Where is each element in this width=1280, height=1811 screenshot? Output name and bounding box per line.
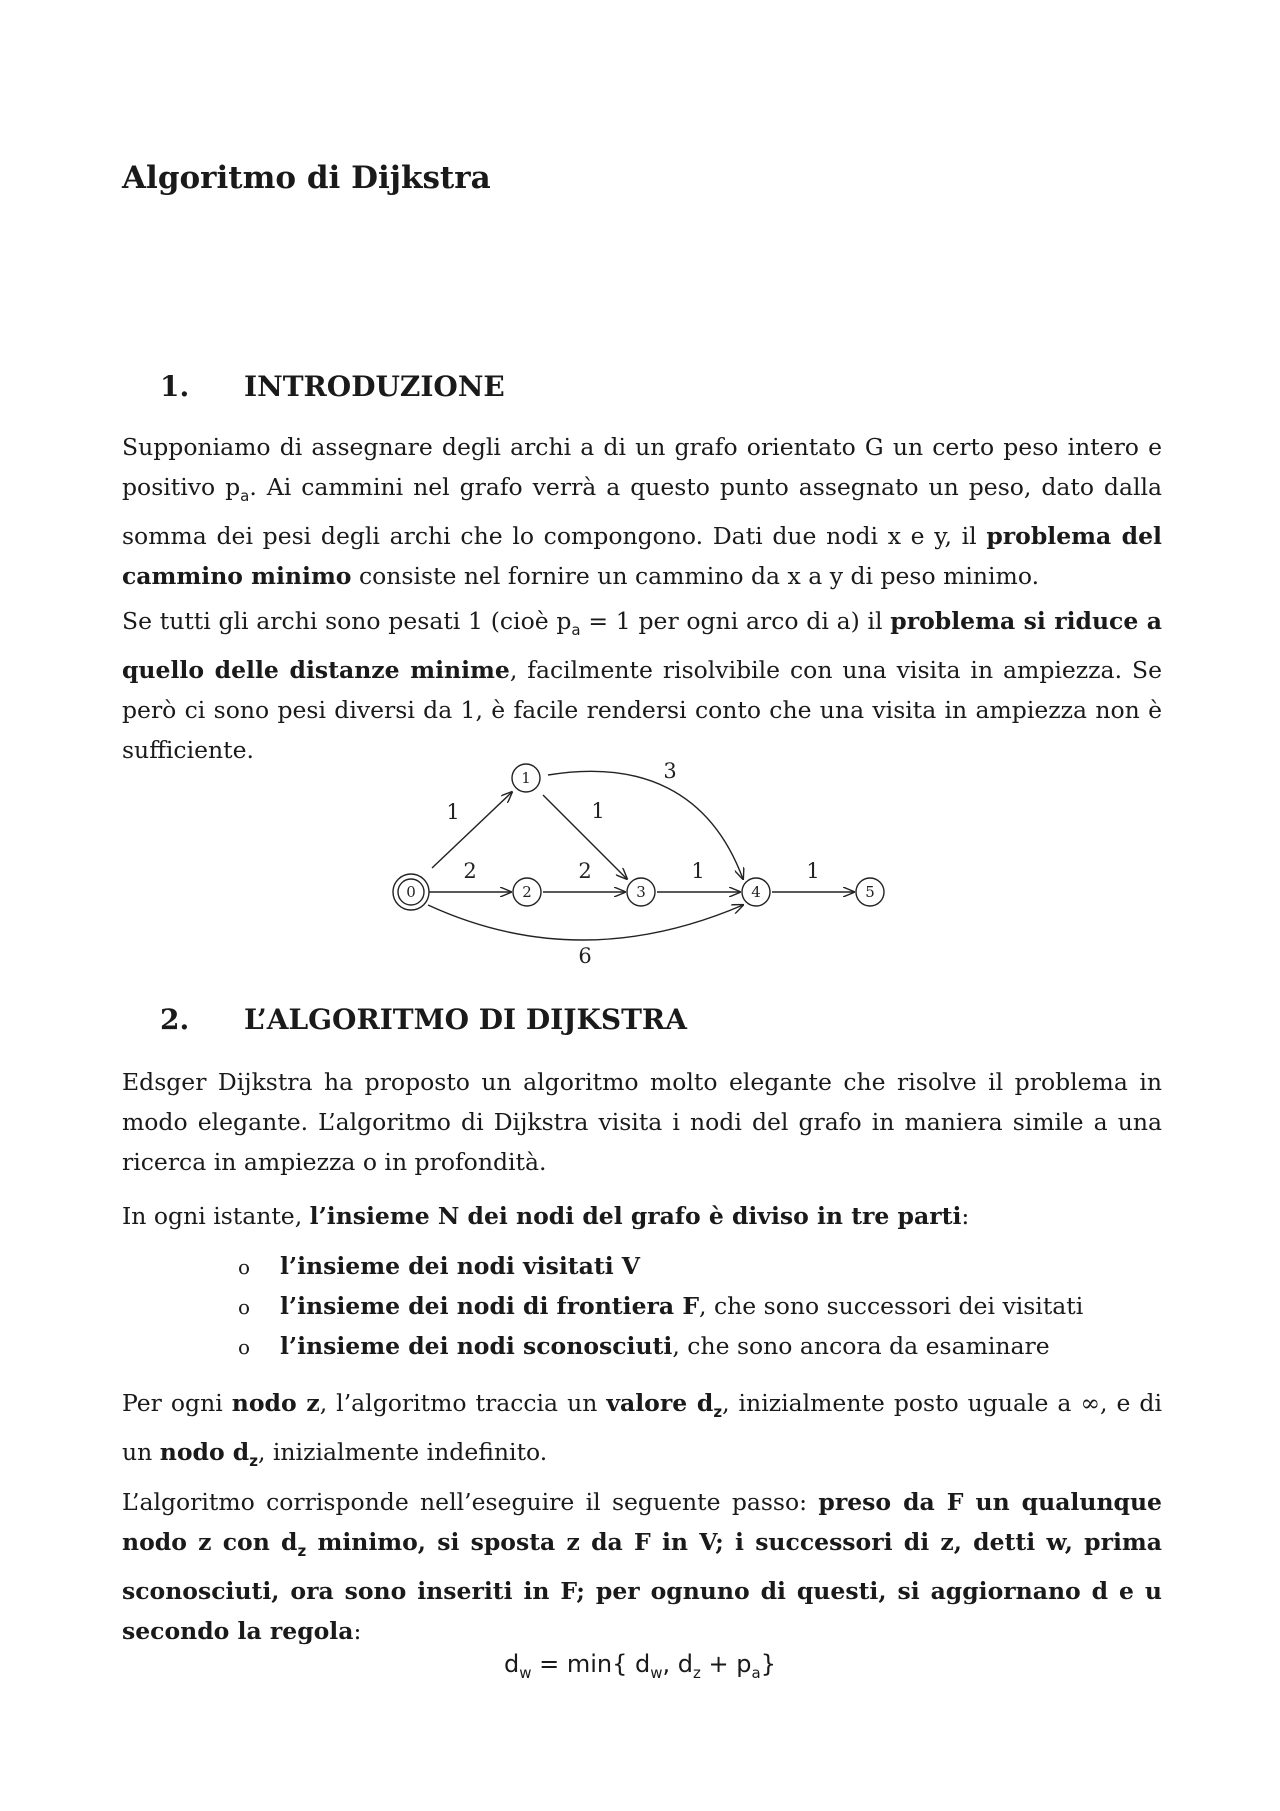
section-1-heading — [160, 370, 505, 403]
intro-paragraph-1 — [122, 427, 1162, 596]
edge-label-0-2: 2 — [463, 859, 477, 883]
edge-label-3-4: 1 — [691, 859, 705, 883]
intro-paragraph-2 — [122, 601, 1162, 770]
document-title: Algoritmo di Dijkstra — [122, 160, 491, 196]
algorithm-paragraph-4 — [122, 1482, 1162, 1651]
subscript: z — [713, 1403, 723, 1421]
node-sets-list — [238, 1246, 1083, 1366]
bold-term: problema del cammino minimo — [122, 522, 1162, 590]
graph-node-label-1: 1 — [521, 769, 531, 787]
subscript: z — [693, 1664, 701, 1682]
bold-term: l’insieme dei nodi visitati V — [280, 1252, 641, 1280]
bold-term: nodo z — [231, 1389, 320, 1417]
list-item — [238, 1326, 1083, 1366]
section-1-number: 1. — [160, 370, 190, 403]
graph-node-label-2: 2 — [522, 883, 532, 901]
bold-term: preso da F un qualunque nodo z con d — [122, 1488, 1162, 1556]
list-item — [238, 1246, 1083, 1286]
formula-part: } — [760, 1650, 777, 1678]
graph-node-label-5: 5 — [865, 883, 875, 901]
bold-term: minimo, si sposta z da F in V; i successori di z, detti w, prima sconosciuti, ora sono inseriti in F; per ognuno di questi, si aggiornano d e u secondo la regola — [122, 1528, 1162, 1645]
weighted-graph-figure — [380, 750, 900, 980]
text: . Ai cammini nel grafo verrà a questo punto assegnato un peso, dato dalla somma dei pesi degli archi che lo compongono. Dati due nodi x e y, il — [122, 473, 1163, 550]
bold-term: valore d — [606, 1389, 714, 1417]
formula-part: d — [503, 1650, 520, 1678]
subscript: a — [751, 1664, 761, 1682]
subscript: w — [519, 1664, 532, 1682]
edge-label-1-4: 3 — [663, 759, 677, 783]
text: L’algoritmo corrisponde nell’eseguire il seguente passo: — [122, 1488, 819, 1516]
edge-label-1-3: 1 — [591, 799, 605, 823]
formula-part: = min{ d — [531, 1650, 651, 1678]
graph-node-label-3: 3 — [636, 883, 646, 901]
update-formula — [0, 1650, 1280, 1682]
text: = 1 per ogni arco di a) il — [580, 607, 891, 635]
edge-0-1 — [432, 792, 512, 868]
subscript: z — [297, 1542, 307, 1560]
text: , che sono ancora da esaminare — [672, 1332, 1050, 1360]
text: Per ogni — [122, 1389, 232, 1417]
bullet-circle-icon: o — [238, 1335, 251, 1359]
section-2-number: 2. — [160, 1003, 190, 1036]
section-2-title: L’ALGORITMO DI DIJKSTRA — [244, 1003, 687, 1036]
text: Supponiamo di assegnare degli archi a di un grafo orientato G un certo peso intero e positivo p — [122, 433, 1162, 501]
bold-term: problema si riduce a quello delle distanze minime — [122, 607, 1162, 684]
text: , inizialmente posto uguale a ∞, e di un — [122, 1389, 1162, 1466]
text: Se tutti gli archi sono pesati 1 (cioè p — [122, 607, 572, 635]
subscript: z — [249, 1452, 258, 1470]
text: , inizialmente indefinito. — [257, 1438, 548, 1466]
bold-term: l’insieme N dei nodi del grafo è diviso in tre parti — [309, 1202, 962, 1230]
bullet-circle-icon: o — [238, 1255, 251, 1279]
algorithm-paragraph-2 — [122, 1196, 1162, 1236]
edge-label-4-5: 1 — [806, 859, 820, 883]
subscript: a — [571, 621, 581, 639]
algorithm-paragraph-3 — [122, 1383, 1162, 1481]
bullet-circle-icon: o — [238, 1295, 251, 1319]
bold-term: l’insieme dei nodi di frontiera F — [280, 1292, 700, 1320]
edge-1-4 — [548, 771, 743, 879]
text: , facilmente risolvibile con una visita in ampiezza. Se però ci sono pesi diversi da 1, è facile rendersi conto che una visita in ampiezza non è sufficiente. — [122, 656, 1162, 764]
section-1-title: INTRODUZIONE — [244, 370, 505, 403]
text: In ogni istante, — [122, 1202, 310, 1230]
edge-label-0-4: 6 — [578, 944, 592, 968]
bold-term: l’insieme dei nodi sconosciuti — [280, 1332, 673, 1360]
graph-node-label-4: 4 — [751, 883, 761, 901]
formula-part: , d — [662, 1650, 694, 1678]
algorithm-paragraph-1: Edsger Dijkstra ha proposto un algoritmo molto elegante che risolve il problema in modo elegante. L’algoritmo di Dijkstra visita i nodi del grafo in maniera simile a una ricerca in ampiezza o in profondità. — [122, 1068, 1162, 1176]
subscript: a — [240, 487, 250, 505]
list-item — [238, 1286, 1083, 1326]
formula-part: + p — [700, 1650, 752, 1678]
text: , l’algoritmo traccia un — [319, 1389, 607, 1417]
edge-label-0-1: 1 — [446, 800, 460, 824]
text: , che sono successori dei visitati — [699, 1292, 1084, 1320]
bold-term: nodo d — [159, 1438, 250, 1466]
graph-node-label-0: 0 — [406, 883, 416, 901]
edge-label-2-3: 2 — [578, 859, 592, 883]
edge-0-4 — [428, 905, 743, 940]
subscript: w — [650, 1664, 663, 1682]
section-2-heading — [160, 1003, 687, 1036]
text: consiste nel fornire un cammino da x a y di peso minimo. — [351, 562, 1040, 590]
text: : — [961, 1202, 970, 1230]
text: : — [353, 1617, 362, 1645]
